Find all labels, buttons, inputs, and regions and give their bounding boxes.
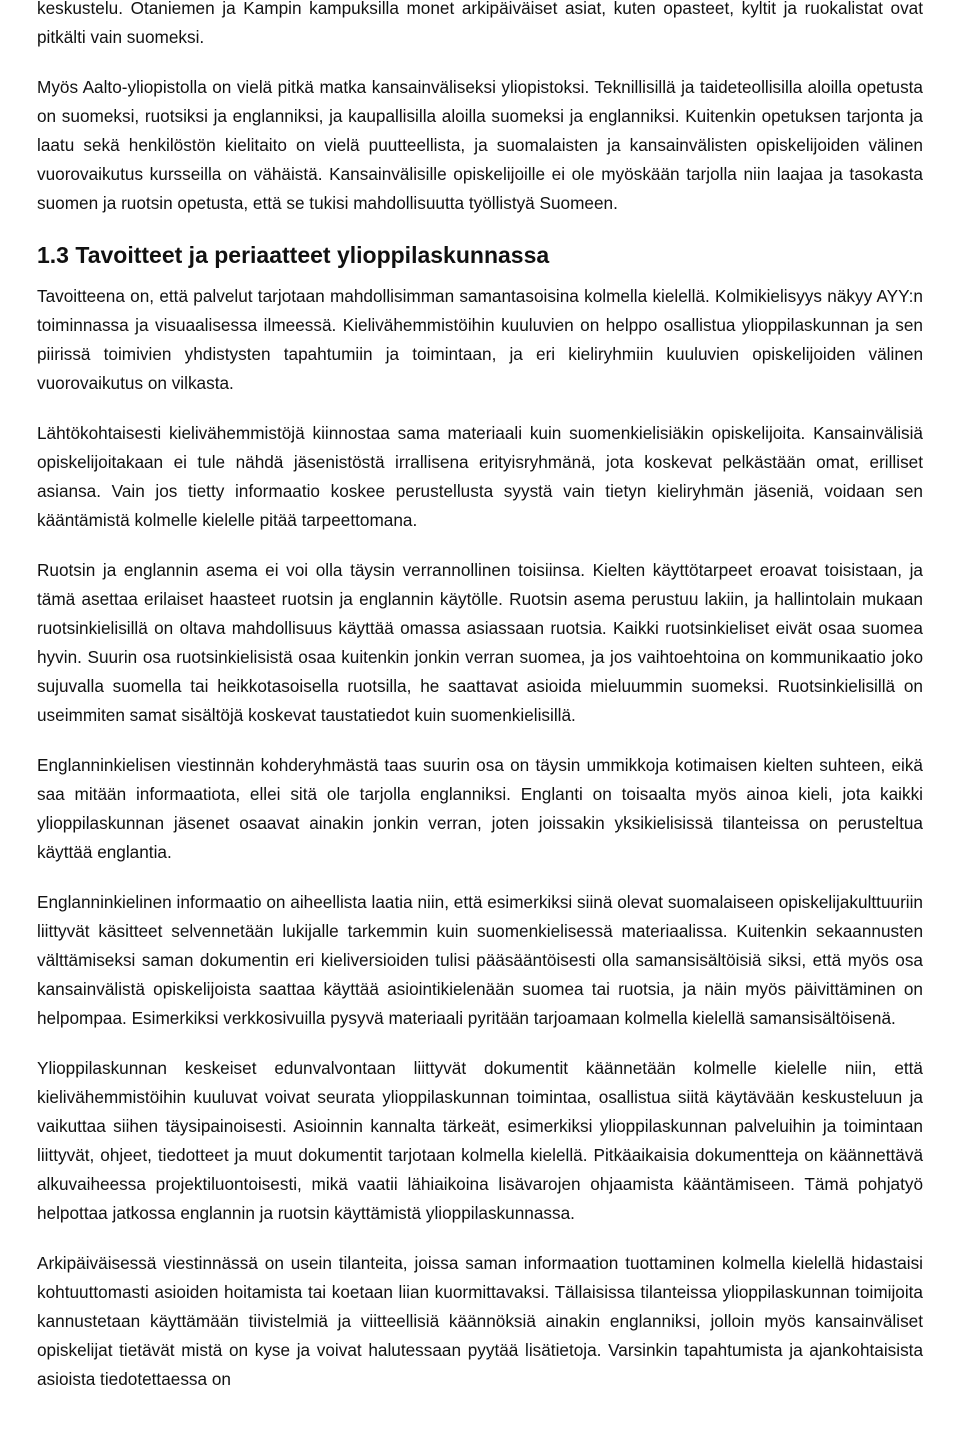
paragraph: Englanninkielinen informaatio on aiheellista laatia niin, että esimerkiksi siinä olevat suomalaiseen opiskelijakulttuuriin liittyvät käsitteet selvennetään lukijalle tarkemmin kuin suomenkielisessä materiaalissa. Kuitenkin sekaannusten välttämiseksi saman dokumentin eri kieliversioiden tulisi pääsääntöisesti olla samansisältöisiä siksi, että myös osa kansainvälistä opiskelijoista saattaa käyttää asiointikielenään suomea tai ruotsia, ja näin myös päivittäminen on helpompaa. Esimerkiksi verkkosivuilla pysyvä materiaali pyritään tarjoamaan kolmella kielellä samansisältöisenä. xyxy=(37,892,923,1028)
paragraph: Englanninkielisen viestinnän kohderyhmästä taas suurin osa on täysin ummikkoja kotimaisen kielten suhteen, eikä saa mitään informaatiota, ellei sitä ole tarjolla englanniksi. Englanti on toisaalta myös ainoa kieli, jota kaikki ylioppilaskunnan jäsenet osaavat ainakin jonkin verran, joten joissakin yksikielisissä tilanteissa on perusteltua käyttää englantia. xyxy=(37,755,923,862)
paragraph: Myös Aalto-yliopistolla on vielä pitkä matka kansainväliseksi yliopistoksi. Teknillisillä ja taideteollisilla aloilla opetusta on suomeksi, ruotsiksi ja englanniksi, ja kaupallisilla aloilla suomeksi ja englanniksi. Kuitenkin opetuksen tarjonta ja laatu sekä henkilöstön kielitaito on vielä puutteellista, ja suomalaisten ja kansainvälisten opiskelijoiden välinen vuorovaikutus kursseilla on vähäistä. Kansainvälisille opiskelijoille ei ole myöskään tarjolla niin laajaa ja tasokasta suomen ja ruotsin opetusta, että se tukisi mahdollisuutta työllistyä Suomeen. xyxy=(37,77,923,213)
paragraph: keskustelu. Otaniemen ja Kampin kampuksilla monet arkipäiväiset asiat, kuten opasteet, kyltit ja ruokalistat ovat pitkälti vain suomeksi. xyxy=(37,0,923,47)
paragraph: Tavoitteena on, että palvelut tarjotaan mahdollisimman samantasoisina kolmella kielellä. Kolmikielisyys näkyy AYY:n toiminnassa ja visuaalisessa ilmeessä. Kielivähemmistöihin kuuluvien on helppo osallistua ylioppilaskunnan ja sen piirissä toimivien yhdistysten tapahtumiin ja toimintaan, ja eri kieliryhmiin kuuluvien opiskelijoiden välinen vuorovaikutus on vilkasta. xyxy=(37,286,923,393)
paragraph: Ylioppilaskunnan keskeiset edunvalvontaan liittyvät dokumentit käännetään kolmelle kielelle niin, että kielivähemmistöihin kuuluvat voivat seurata ylioppilaskunnan toimintaa, osallistua siitä käytävään keskusteluun ja vaikuttaa siihen täysipainoisesti. Asioinnin kannalta tärkeät, esimerkiksi ylioppilaskunnan palveluihin ja toimintaan liittyvät, ohjeet, tiedotteet ja muut dokumentit tarjotaan kolmella kielellä. Pitkäaikaisia dokumentteja on käännettävä alkuvaiheessa projektiluontoisesti, mikä vaatii lähiaikoina lisävarojen ohjaamista kääntämiseen. Tämä pohjatyö helpottaa jatkossa englannin ja ruotsin käyttämistä ylioppilaskunnassa. xyxy=(37,1058,923,1223)
section-heading: 1.3 Tavoitteet ja periaatteet ylioppilaskunnassa xyxy=(37,242,550,268)
paragraph: Arkipäiväisessä viestinnässä on usein tilanteita, joissa saman informaation tuottaminen kolmella kielellä hidastaisi kohtuuttomasti asioiden hoitamista tai koetaan liian kuormittavaksi. Tällaisissa tilanteissa ylioppilaskunnan toimijoita kannustetaan käyttämään tiivistelmiä ja viitteellisiä käännöksiä ainakin englanniksi, jolloin myös kansainväliset opiskelijat tietävät mistä on kyse ja voivat halutessaan pyytää lisätietoja. Varsinkin tapahtumista ja ajankohtaisista asioista tiedotettaessa on xyxy=(37,1253,923,1389)
paragraph: Ruotsin ja englannin asema ei voi olla täysin verrannollinen toisiinsa. Kielten käyttötarpeet eroavat toisistaan, ja tämä asettaa erilaiset haasteet ruotsin ja englannin käytölle. Ruotsin asema perustuu lakiin, ja hallintolain mukaan ruotsinkielisillä on oltava mahdollisuus käyttää omassa asiassaan ruotsia. Kaikki ruotsinkieliset eivät osaa suomea hyvin. Suurin osa ruotsinkielisistä osaa kuitenkin jonkin verran suomea, ja jos vaihtoehtoina on kommunikaatio joko sujuvalla suomella tai heikkotasoisella ruotsilla, he saattavat asioida mieluummin suomeksi. Ruotsinkielisillä on useimmiten samat sisältöjä koskevat taustatiedot kuin suomenkielisillä. xyxy=(37,560,923,725)
paragraph: Lähtökohtaisesti kielivähemmistöjä kiinnostaa sama materiaali kuin suomenkielisiäkin opiskelijoita. Kansainvälisiä opiskelijoitakaan ei tule nähdä jäsenistöstä irrallisena erityisryhmänä, jota koskevat pelkästään omat, erilliset asiansa. Vain jos tietty informaatio koskee perustellusta syystä vain tietyn kieliryhmän jäseniä, voidaan sen kääntämistä kolmelle kielelle pitää tarpeettomana. xyxy=(37,423,923,530)
document-page xyxy=(37,0,923,1415)
